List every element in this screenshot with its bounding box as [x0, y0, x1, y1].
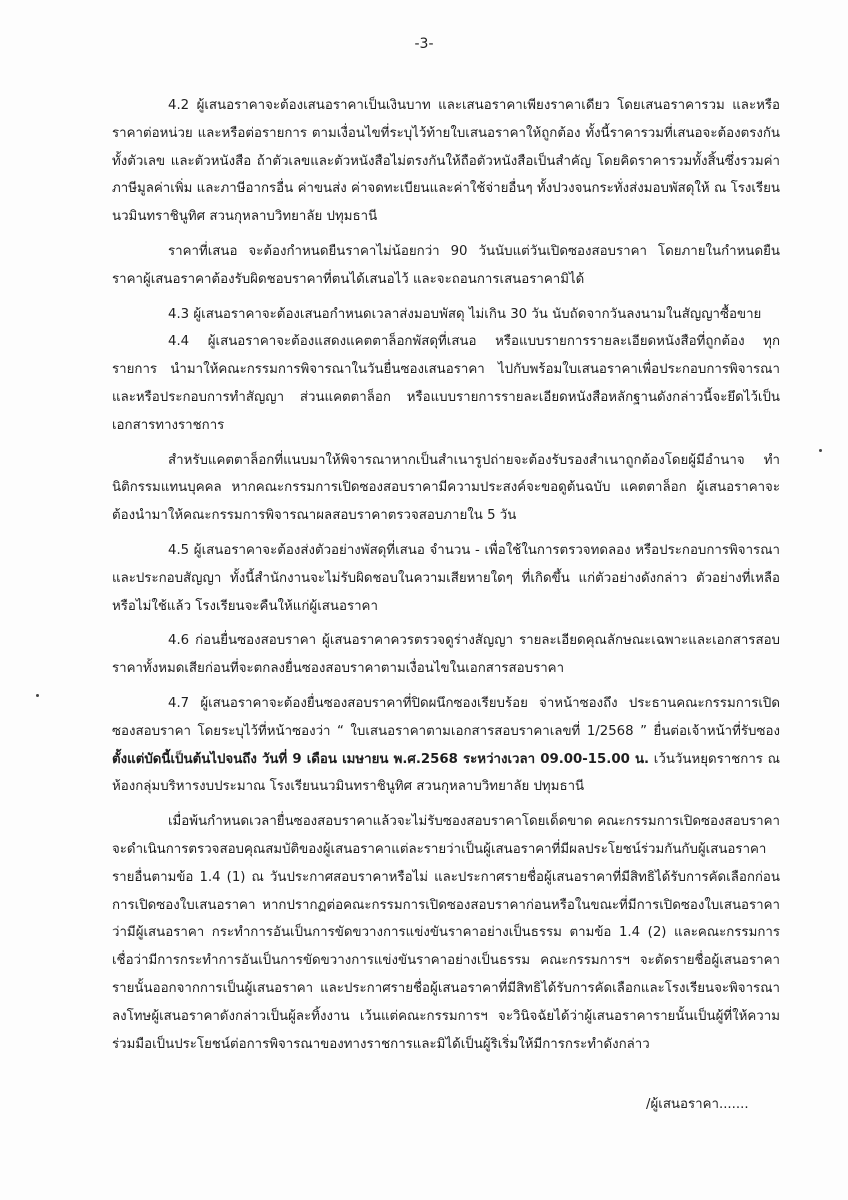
clause-4-7-late-submission: เมื่อพ้นกำหนดเวลายื่นซองสอบราคาแล้วจะไม่รับซองสอบราคาโดยเด็ดขาด คณะกรรมการเปิดซองสอบราคาจะดำเนินการตรวจสอบคุณสมบัติของผู้เสนอราคาแต่ละรายว่าเป็นผู้เสนอราคาที่มีผลประโยชน์ร่วมกันกับผู้เสนอราคารายอื่นตามข้อ 1.4 (1) ณ วันประกาศสอบราคาหรือไม่ และประกาศรายชื่อผู้เสนอราคาที่มีสิทธิได้รับการคัดเลือกก่อนการเปิดซองใบเสนอราคา หากปรากฏต่อคณะกรรมการเปิดซองสอบราคาก่อนหรือในขณะที่มีการเปิดซองใบเสนอราคาว่ามีผู้เสนอราคา กระทำการอันเป็นการขัดขวางการแข่งขันราคาอย่างเป็นธรรม ตามข้อ 1.4 (2) และคณะกรรมการเชื่อว่ามีการกระทำการอันเป็นการขัดขวางการแข่งขันราคาอย่างเป็นธรรม คณะกรรมการฯ จะตัดรายชื่อผู้เสนอราคารายนั้นออกจากการเป็นผู้เสนอราคา และประกาศรายชื่อผู้เสนอราคาที่มีสิทธิได้รับการคัดเลือกและโรงเรียนจะพิจารณาลงโทษผู้เสนอราคาดังกล่าวเป็นผู้ละทิ้งงาน เว้นแต่คณะกรรมการฯ จะวินิจฉัยได้ว่าผู้เสนอราคารายนั้นเป็นผู้ที่ให้ความร่วมมือเป็นประโยชน์ต่อการพิจารณาของทางราชการและมิได้เป็นผู้ริเริ่มให้มีการกระทำดังกล่าว	[112, 814, 780, 1052]
clause-4-3: 4.3 ผู้เสนอราคาจะต้องเสนอกำหนดเวลาส่งมอบพัสดุ ไม่เกิน 30 วัน นับถัดจากวันลงนามในสัญญาซื้อขาย	[168, 306, 762, 322]
document-body	[112, 92, 780, 1065]
clause-4-7-text-pre: 4.7 ผู้เสนอราคาจะต้องยื่นซองสอบราคาที่ปิดผนึกซองเรียบร้อย จ่าหน้าซองถึง ประธานคณะกรรมการเปิดซองสอบราคา โดยระบุไว้ที่หน้าซองว่า “ ใบเสนอราคาตามเอกสารสอบราคาเลขที่ 1/2568 ” ยื่นต่อเจ้าหน้าที่รับซอง	[112, 695, 780, 739]
clause-4-5: 4.5 ผู้เสนอราคาจะต้องส่งตัวอย่างพัสดุที่เสนอ จำนวน - เพื่อใช้ในการตรวจทดลอง หรือประกอบการพิจารณา และประกอบสัญญา ทั้งนี้สำนักงานจะไม่รับผิดชอบในความเสียหายใดๆ ที่เกิดขึ้น แก่ตัวอย่างดังกล่าว ตัวอย่างที่เหลือหรือไม่ใช้แล้ว โรงเรียนจะคืนให้แก่ผู้เสนอราคา	[112, 542, 780, 614]
clause-4-6: 4.6 ก่อนยื่นซองสอบราคา ผู้เสนอราคาควรตรวจดูร่างสัญญา รายละเอียดคุณลักษณะเฉพาะและเอกสารสอบราคาทั้งหมดเสียก่อนที่จะตกลงยื่นซองสอบราคาตามเงื่อนไขในเอกสารสอบราคา	[112, 633, 780, 677]
clause-4-4: 4.4 ผู้เสนอราคาจะต้องแสดงแคตตาล็อกพัสดุที่เสนอ หรือแบบรายการรายละเอียดหนังสือที่ถูกต้อง ทุกรายการ นำมาให้คณะกรรมการพิจารณาในวันยื่นซองเสนอราคา ไปกับพร้อมใบเสนอราคาเพื่อประกอบการพิจารณาและหรือประกอบการทำสัญญา ส่วนแคตตาล็อก หรือแบบรายการรายละเอียดหนังสือหลักฐานดังกล่าวนี้จะยึดไว้เป็นเอกสารทางราชการ	[112, 334, 780, 433]
clause-4-7-text-post: เว้นวันหยุดราชการ ณ ห้องกลุ่มบริหารงบประมาณ โรงเรียนนวมินทราชินูทิศ สวนกุหลาบวิทยาลัย ปทุมธานี	[112, 751, 780, 795]
clause-4-7	[112, 690, 780, 801]
clause-4-7-submission-deadline: ตั้งแต่บัดนี้เป็นต้นไปจนถึง วันที่ 9 เดือน เมษายน พ.ศ.2568 ระหว่างเวลา 09.00-15.00 น.	[112, 751, 650, 767]
continuation-marker: /ผู้เสนอราคา.......	[646, 1097, 749, 1112]
clause-4-4-catalog: สำหรับแคตตาล็อกที่แนบมาให้พิจารณาหากเป็นสำเนารูปถ่ายจะต้องรับรองสำเนาถูกต้องโดยผู้มีอำนาจ ทำนิติกรรมแทนบุคคล หากคณะกรรมการเปิดซองสอบราคามีความประสงค์จะขอดูต้นฉบับ แคตตาล็อก ผู้เสนอราคาจะต้องนำมาให้คณะกรรมการพิจารณาผลสอบราคาตรวจสอบภายใน 5 วัน	[112, 452, 780, 524]
clause-4-2-price-validity: ราคาที่เสนอ จะต้องกำหนดยืนราคาไม่น้อยกว่า 90 วันนับแต่วันเปิดซองสอบราคา โดยภายในกำหนดยืนราคาผู้เสนอราคาต้องรับผิดชอบราคาที่ตนได้เสนอไว้ และจะถอนการเสนอราคามิได้	[112, 243, 780, 287]
scan-speck	[819, 449, 822, 452]
clause-4-2: 4.2 ผู้เสนอราคาจะต้องเสนอราคาเป็นเงินบาท และเสนอราคาเพียงราคาเดียว โดยเสนอราคารวม และหรือราคาต่อหน่วย และหรือต่อรายการ ตามเงื่อนไขที่ระบุไว้ท้ายใบเสนอราคาให้ถูกต้อง ทั้งนี้ราคารวมที่เสนอจะต้องตรงกันทั้งตัวเลข และตัวหนังสือ ถ้าตัวเลขและตัวหนังสือไม่ตรงกันให้ถือตัวหนังสือเป็นสำคัญ โดยคิดราคารวมทั้งสิ้นซึ่งรวมค่าภาษีมูลค่าเพิ่ม และภาษีอากรอื่น ค่าขนส่ง ค่าจดทะเบียนและค่าใช้จ่ายอื่นๆ ทั้งปวงจนกระทั่งส่งมอบพัสดุให้ ณ โรงเรียนนวมินทราชินูทิศ สวนกุหลาบวิทยาลัย ปทุมธานี	[112, 98, 780, 225]
page-number: -3-	[414, 36, 434, 52]
scan-speck	[36, 694, 39, 697]
